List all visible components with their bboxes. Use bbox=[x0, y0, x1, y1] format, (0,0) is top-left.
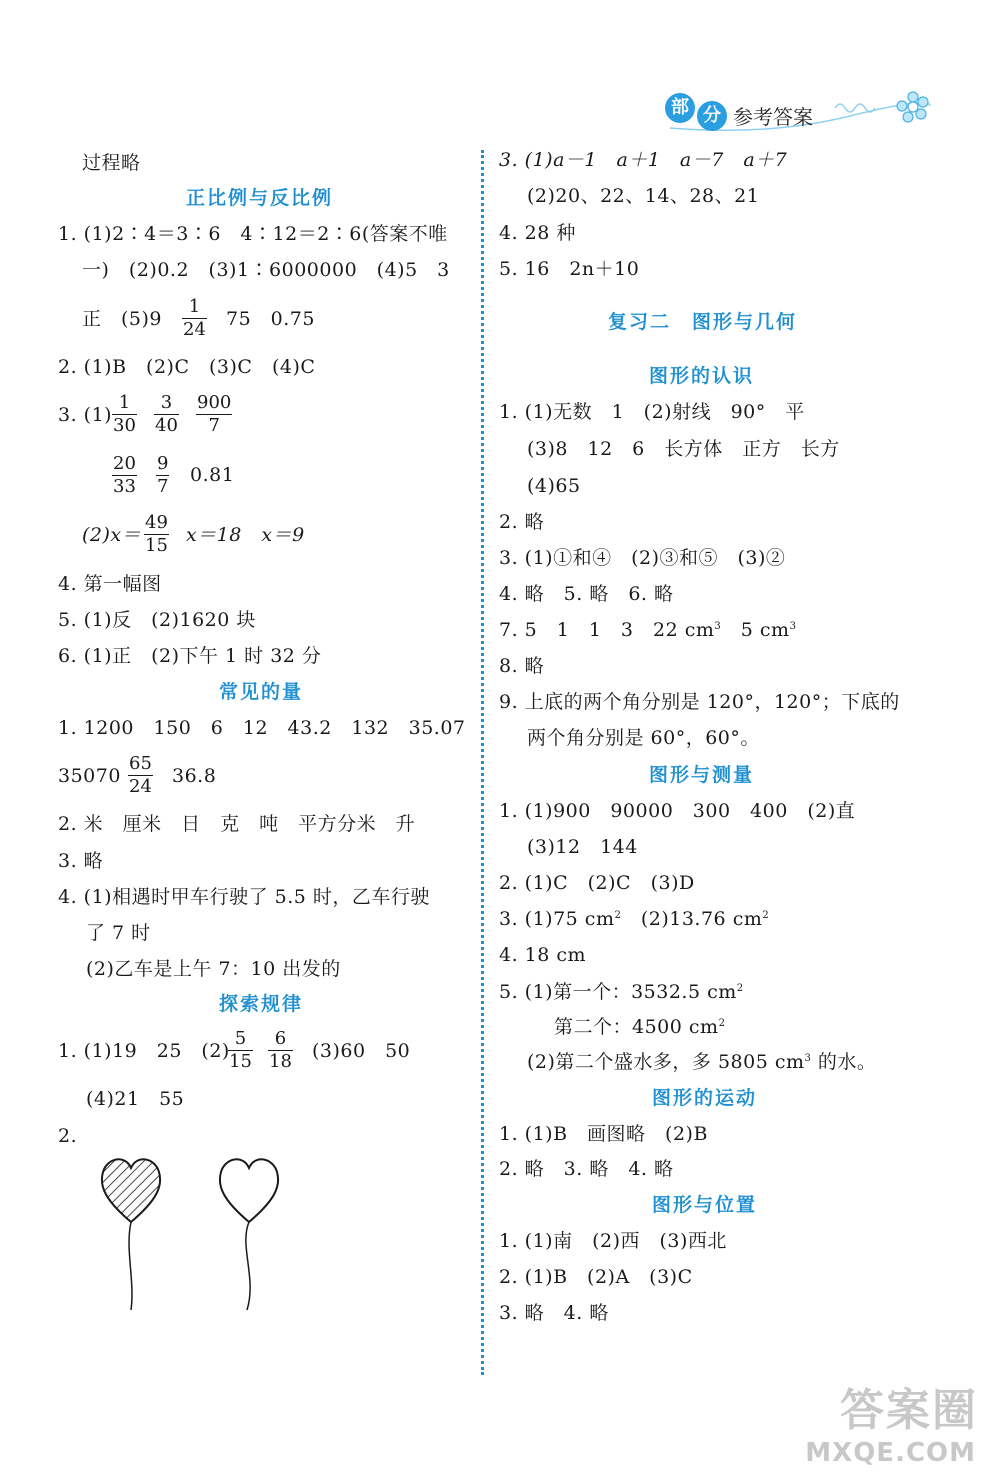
answer-line: (4)65 bbox=[527, 475, 581, 497]
answer-line: (2)第二个盛水多，多 5805 $cm^3$ 的水。 bbox=[527, 1051, 877, 1073]
section-title-patterns: 探索规律 bbox=[219, 993, 304, 1015]
flower-icon bbox=[896, 90, 930, 124]
section-title-transformation: 图形的运动 bbox=[652, 1087, 758, 1109]
fraction: $\frac{65}{24}$ bbox=[129, 753, 152, 797]
answer-line: 36.8 bbox=[172, 765, 217, 787]
fraction: $\frac{9}{7}$ bbox=[157, 453, 169, 497]
answer-line: 正 (5)9 bbox=[82, 308, 163, 330]
fraction: $\frac{3}{40}$ bbox=[155, 392, 178, 436]
answer-line: 4. (1)相遇时甲车行驶了 5.5 时，乙车行驶 bbox=[58, 886, 430, 908]
answer-line: (3)60 50 bbox=[312, 1040, 411, 1062]
outline-heart-balloon bbox=[220, 1159, 278, 1310]
answer-line: 2. (1)B (2)A (3)C bbox=[499, 1266, 693, 1288]
answer-line: 4. 18 cm bbox=[499, 944, 587, 966]
section-title-recognition: 图形的认识 bbox=[649, 365, 755, 387]
answer-line: (2)乙车是上午 7：10 出发的 bbox=[86, 958, 341, 980]
section-title-proportion: 正比例与反比例 bbox=[186, 187, 334, 209]
review-title-geometry: 复习二 图形与几何 bbox=[608, 311, 798, 333]
answer-line: 2. 略 bbox=[499, 511, 545, 533]
answer-line: 2. 略 3. 略 4. 略 bbox=[499, 1158, 674, 1180]
answer-line: 75 0.75 bbox=[226, 308, 315, 330]
fraction: $\frac{6}{18}$ bbox=[269, 1028, 292, 1072]
hatched-heart-balloon bbox=[95, 1150, 175, 1310]
answer-line: 3. (1)a－1 a＋1 a－7 a＋7 bbox=[499, 149, 788, 171]
answer-line: 5. 16 2n＋10 bbox=[499, 258, 640, 280]
answer-line: 了 7 时 bbox=[86, 922, 151, 944]
answer-line: 3. 略 bbox=[58, 850, 104, 872]
section-title-quantities: 常见的量 bbox=[219, 681, 304, 703]
intro-text: 过程略 bbox=[82, 152, 141, 174]
answer-line: 1. (1)2∶4＝3∶6 4∶12＝2∶6(答案不唯 bbox=[58, 223, 448, 245]
fraction: $\frac{20}{33}$ bbox=[113, 453, 136, 497]
answer-line: 一) (2)0.2 (3)1∶6000000 (4)5 3 bbox=[82, 259, 450, 281]
answer-line: (4)21 55 bbox=[86, 1088, 185, 1110]
answer-line: 2. (1)B (2)C (3)C (4)C bbox=[58, 356, 316, 378]
answer-line: 3. (1)75 $cm^2$ (2)13.76 $cm^2$ bbox=[499, 908, 770, 930]
answer-line: x＝18 x＝9 bbox=[186, 524, 305, 546]
answer-line: 9. 上底的两个角分别是 120°，120°；下底的 bbox=[499, 691, 900, 713]
answer-line: 4. 第一幅图 bbox=[58, 573, 162, 595]
fraction: $\frac{5}{15}$ bbox=[229, 1028, 252, 1072]
fraction: $\frac{1}{24}$ bbox=[183, 296, 206, 340]
header-badge-fen: 分 bbox=[697, 101, 727, 131]
answer-line: 2. (1)C (2)C (3)D bbox=[499, 872, 695, 894]
watermark-logo: 答案圈 bbox=[840, 1385, 978, 1436]
section-title-position: 图形与位置 bbox=[652, 1194, 758, 1216]
answer-line: 4. 略 5. 略 6. 略 bbox=[499, 583, 674, 605]
answer-line: 0.81 bbox=[190, 464, 235, 486]
answer-line: 2. 米 厘米 日 克 吨 平方分米 升 bbox=[58, 813, 416, 835]
header-title: 参考答案 bbox=[733, 105, 813, 129]
answer-line: 4. 28 种 bbox=[499, 222, 576, 244]
answer-line: 第二个：4500 $cm^2$ bbox=[554, 1016, 726, 1038]
answer-line: 1. (1)B 画图略 (2)B bbox=[499, 1123, 708, 1145]
answer-line: 3. (1) bbox=[58, 404, 113, 426]
answer-line: (3)8 12 6 长方体 正方 长方 bbox=[527, 438, 840, 460]
answer-line: (3)12 144 bbox=[527, 836, 638, 858]
answer-line: 2. bbox=[58, 1125, 78, 1147]
fraction: $\frac{1}{30}$ bbox=[113, 392, 136, 436]
section-title-measurement: 图形与测量 bbox=[649, 764, 755, 786]
answer-line: 6. (1)正 (2)下午 1 时 32 分 bbox=[58, 645, 322, 667]
header-badge-bu: 部 bbox=[665, 93, 695, 123]
answer-line: 1. 1200 150 6 12 43.2 132 35.07 bbox=[58, 717, 466, 739]
watermark-url: MXQE.COM bbox=[805, 1438, 976, 1468]
answer-line: 5. (1)反 (2)1620 块 bbox=[58, 609, 256, 631]
answer-line: 1. (1)19 25 (2) bbox=[58, 1040, 230, 1062]
answer-line: (2)x＝ bbox=[82, 524, 142, 546]
column-divider bbox=[481, 150, 484, 1375]
heart-balloons-drawing bbox=[95, 1150, 295, 1315]
answer-line: 8. 略 bbox=[499, 655, 545, 677]
answer-line: 3. (1)①和④ (2)③和⑤ (3)② bbox=[499, 547, 786, 569]
answer-line: 两个角分别是 60°，60°。 bbox=[527, 727, 760, 749]
answer-line: 1. (1)南 (2)西 (3)西北 bbox=[499, 1230, 727, 1252]
fraction: $\frac{900}{7}$ bbox=[197, 392, 232, 436]
fraction: $\frac{49}{15}$ bbox=[145, 512, 168, 556]
answer-line: 7. 5 1 1 3 22 $cm^3$ 5 $cm^3$ bbox=[499, 619, 797, 641]
answer-line: 5. (1)第一个：3532.5 $cm^2$ bbox=[499, 981, 744, 1003]
answer-line: (2)20、22、14、28、21 bbox=[527, 185, 760, 207]
answer-line: 1. (1)900 90000 300 400 (2)直 bbox=[499, 800, 856, 822]
answer-line: 3. 略 4. 略 bbox=[499, 1302, 609, 1324]
answer-line: 1. (1)无数 1 (2)射线 90° 平 bbox=[499, 401, 805, 423]
answer-line: 35070 bbox=[58, 765, 121, 787]
